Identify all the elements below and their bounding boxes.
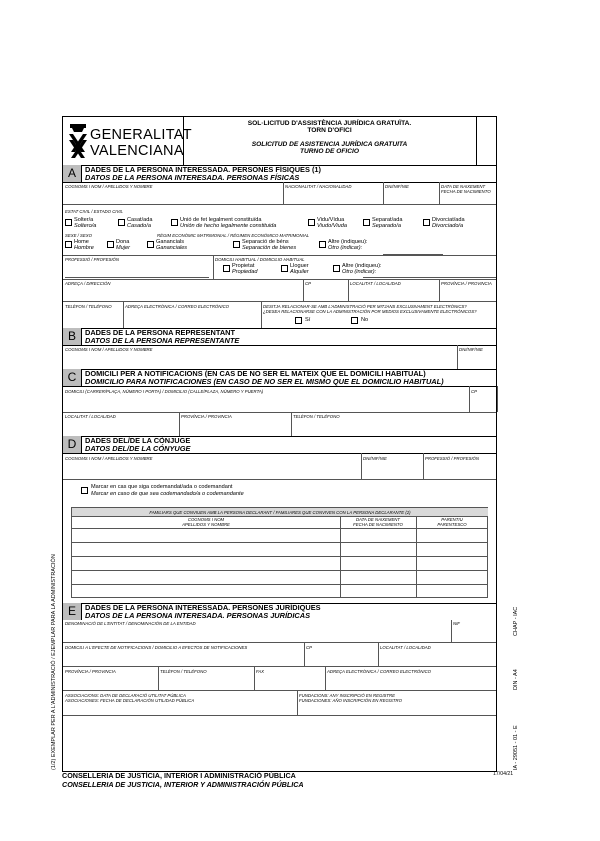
family-col-birth-es: FECHA DE NACIMIENTO xyxy=(353,522,403,527)
section-c-title-va: DOMICILI PER A NOTIFICACIONS (EN CAS DE NO SER EL MATEIX QUE EL DOMICILI HABITUAL) xyxy=(85,369,426,378)
logo-line1: GENERALITAT xyxy=(90,127,192,143)
family-col-birth: DATA DE NAIXEMENT xyxy=(355,517,401,522)
a-birth-label-es: FECHA DE NACIMIENTO xyxy=(441,189,491,194)
coat-of-arms-icon xyxy=(67,122,89,162)
civil-label-es-4: Separado/a xyxy=(372,223,401,229)
family-col-name-es: APELLIDOS Y NOMBRE xyxy=(182,522,230,527)
d-codemand-checkbox[interactable] xyxy=(81,487,88,494)
chap-code: CHAP - IAC xyxy=(513,606,519,636)
a-cp-label: CP xyxy=(305,281,311,286)
a-dwelling-label: DOMICILI HABITUAL / DOMICILIO HABITUAL xyxy=(215,257,305,262)
a-email-label: ADREÇA ELECTRÒNICA / CORREO ELECTRÓNICO xyxy=(125,304,230,309)
title-es-1: SOLICITUD DE ASISTENCIA JURÍDICA GRATUITA xyxy=(251,140,408,148)
a-dni-label: DNI/NIF/NIE xyxy=(385,184,409,189)
a-sex-label: SEXE / SEXO xyxy=(65,233,92,238)
title-va-2: TORN D'OFICI xyxy=(307,127,352,135)
e-nif-label: NIF xyxy=(453,621,460,626)
title-es-2: TURNO DE OFICIO xyxy=(300,147,359,155)
d-name-label: COGNOMS I NOM / APELLIDOS Y NOMBRE xyxy=(65,456,153,461)
section-e-letter: E xyxy=(63,603,82,620)
a-electronic-no-checkbox[interactable] xyxy=(351,317,358,324)
civil-label-3: Vidu/Vídua xyxy=(317,217,345,223)
e-fax-label: FAX xyxy=(256,669,265,674)
section-a-title-va: DADES DE LA PERSONA INTERESSADA. PERSONES FÍSIQUES (1) xyxy=(85,165,321,174)
sex-checkbox-0[interactable] xyxy=(65,241,72,248)
regime-label-es-1: Separación de bienes xyxy=(242,245,297,251)
dwelling-label-1: Lloguer xyxy=(290,263,309,269)
e-found-label: FUNDACIONS: ANY INSCRIPCIÓ EN REGISTRE xyxy=(299,693,395,698)
sex-label-es-1: Mujer xyxy=(116,245,130,251)
section-a-header xyxy=(63,165,496,182)
family-table xyxy=(71,507,488,598)
regime-label-es-0: Gananciales xyxy=(156,245,188,251)
regime-label-1: Separació de béns xyxy=(242,239,289,245)
e-cp-label: CP xyxy=(306,645,312,650)
civil-label-es-5: Divorciado/a xyxy=(432,223,464,229)
dwelling-label-2: Altre (indiqueu): xyxy=(342,263,382,269)
c-cp-label: CP xyxy=(471,389,477,394)
din-code: DIN - A4 xyxy=(513,669,519,690)
civil-checkbox-3[interactable] xyxy=(308,219,315,226)
e-found-label-es: FUNDACIONES: AÑO INSCRIPCIÓN EN REGISTRO xyxy=(299,698,402,703)
civil-label-es-1: Casado/a xyxy=(127,223,151,229)
regime-checkbox-1[interactable] xyxy=(233,241,240,248)
section-e-header xyxy=(63,603,496,620)
civil-label-5: Divorciat/ada xyxy=(432,217,465,223)
d-profession-label: PROFESSIÓ / PROFESIÓN xyxy=(425,456,479,461)
civil-label-0: Solter/a xyxy=(74,217,94,223)
dwelling-checkbox-2[interactable] xyxy=(333,265,340,272)
dwelling-checkbox-1[interactable] xyxy=(281,265,288,272)
a-address-label: ADREÇA / DIRECCIÓN xyxy=(65,281,111,286)
title-va-1: SOL·LICITUD D'ASSISTÈNCIA JURÍDICA GRATUÏTA. xyxy=(247,120,412,127)
section-c-title-es: DOMICILIO PARA NOTIFICACIONES (EN CASO DE NO SER EL MISMO QUE EL DOMICILIO HABITUAL) xyxy=(85,376,444,386)
section-b-letter: B xyxy=(63,328,82,345)
regime-checkbox-2[interactable] xyxy=(319,241,326,248)
logo xyxy=(65,119,192,165)
footer-date-code: 17/04/21 xyxy=(493,771,514,777)
section-c-header xyxy=(63,369,496,386)
family-col-rel: PARENTIU xyxy=(441,517,463,522)
family-col-name: COGNOMS I NOM xyxy=(187,517,225,522)
regime-label-es-2: Otro (indicar): xyxy=(328,245,363,251)
a-electronic-yes-checkbox[interactable] xyxy=(295,317,302,324)
a-birth-label: DATA DE NAIXEMENT xyxy=(441,184,486,189)
sex-label-1: Dona xyxy=(116,239,130,245)
c-locality-label: LOCALITAT / LOCALIDAD xyxy=(65,414,116,419)
copy-note: (1/2) EXEMPLAR PER A L'ADMINISTRACIÓ / EJEMPLAR PARA LA ADMINISTRACIÓN xyxy=(51,554,57,770)
family-header: FAMILIARS QUE CONVIUEN AMB LA PERSONA DECLARANT / FAMILIARES QUE CONVIVEN CON LA PERSONA DECLARANTE (2) xyxy=(149,509,411,515)
a-phone-label: TELÈFON / TELÉFONO xyxy=(65,304,112,309)
section-d-letter: D xyxy=(63,436,82,453)
section-d-title-va: DADES DEL/DE LA CÒNJUGE xyxy=(85,436,191,445)
dwelling-label-es-0: Propiedad xyxy=(232,269,258,275)
c-address-label: DOMICILI (CARRER/PLAÇA, NÚMERO I PORTA) / DOMICILIO (CALLE/PLAZA, NÚMERO Y PUERTA) xyxy=(65,389,264,394)
e-phone-label: TELÈFON / TELÉFONO xyxy=(160,669,207,674)
form-sheet xyxy=(62,116,497,772)
a-nationality-label: NACIONALITAT / NACIONALIDAD xyxy=(285,184,352,189)
footer-dept-es: CONSELLERIA DE JUSTICIA, INTERIOR Y ADMINISTRACIÓN PÚBLICA xyxy=(62,780,304,789)
civil-checkbox-4[interactable] xyxy=(363,219,370,226)
regime-label-2: Altre (indiqueu): xyxy=(328,239,368,245)
a-electronic-no-label: No xyxy=(361,317,369,323)
section-b-header xyxy=(63,328,496,345)
c-province-label: PROVÍNCIA / PROVINCIA xyxy=(181,414,232,419)
family-col-rel-es: PARENTESCO xyxy=(437,522,467,527)
civil-label-4: Separat/ada xyxy=(372,217,403,223)
a-locality-label: LOCALITAT / LOCALIDAD xyxy=(350,281,401,286)
regime-label-0: Ganancials xyxy=(156,239,184,245)
a-province-label: PROVÍNCIA / PROVINCIA xyxy=(441,281,492,286)
section-a-letter: A xyxy=(63,165,82,182)
a-electronic-label: DESITJA RELACIONAR-SE AMB L'ADMINISTRACIÓ PER MITJANS EXCLUSIVAMENT ELECTRÒNICS? xyxy=(263,304,467,309)
footer-dept-va: CONSELLERIA DE JUSTÍCIA, INTERIOR I ADMINISTRACIÓ PÚBLICA xyxy=(62,771,296,780)
a-regime-label: RÈGIM ECONÒMIC MATRIMONIAL / RÉGIMEN ECONÓMICO MATRIMONIAL xyxy=(157,233,310,238)
a-name-input[interactable] xyxy=(65,193,281,203)
sex-label-es-0: Hombre xyxy=(74,245,94,251)
e-address-label: DOMICILI A L'EFECTE DE NOTIFICACIONS / DOMICILIO A EFECTOS DE NOTIFICACIONES xyxy=(65,645,248,650)
sex-label-0: Home xyxy=(74,239,89,245)
e-entity-label: DENOMINACIÓ DE L'ENTITAT / DENOMINACIÓN DE LA ENTIDAD xyxy=(65,621,196,626)
d-codemand-label-es: Marcar en caso de que sea codemandado/a o codemandante xyxy=(91,491,244,497)
civil-label-1: Casat/ada xyxy=(127,217,153,223)
a-civil-label: ESTAT CIVIL / ESTADO CIVIL xyxy=(65,209,123,214)
d-codemand-label: Marcar en cas que siga codemandat/ada o codemandant xyxy=(91,484,233,490)
civil-checkbox-2[interactable] xyxy=(171,219,178,226)
dwelling-label-es-2: Otro (indicar): xyxy=(342,269,377,275)
section-a-title-es: DATOS DE LA PERSONA INTERESADA. PERSONAS FÍSICAS xyxy=(85,172,300,182)
section-e-title-es: DATOS DE LA PERSONA INTERESADA. PERSONAS JURÍDICAS xyxy=(85,610,311,620)
regime-checkbox-0[interactable] xyxy=(147,241,154,248)
b-dni-label: DNI/NIF/NIE xyxy=(459,347,483,352)
civil-label-es-2: Unión de hecho legalmente constituida xyxy=(180,223,277,229)
civil-label-es-3: Viudo/Viuda xyxy=(317,223,347,229)
form-ref: IA - 29051 - 01 - E xyxy=(513,725,519,770)
a-electronic-label-es: ¿DESEA RELACIONARSE CON LA ADMINISTRACIÓN POR MEDIOS EXCLUSIVAMENTE ELECTRÓNICOS? xyxy=(263,309,477,314)
e-locality-label: LOCALITAT / LOCALIDAD xyxy=(380,645,431,650)
a-name-label: COGNOMS I NOM / APELLIDOS Y NOMBRE xyxy=(65,184,153,189)
section-e-title-va: DADES DE LA PERSONA INTERESSADA. PERSONES JURÍDIQUES xyxy=(85,603,321,612)
b-name-label: COGNOMS I NOM / APELLIDOS Y NOMBRE xyxy=(65,347,153,352)
e-province-label: PROVÍNCIA / PROVINCIA xyxy=(65,669,116,674)
a-electronic-yes-label: Sí xyxy=(305,317,311,323)
civil-checkbox-0[interactable] xyxy=(65,219,72,226)
c-phone-label: TELÈFON / TELÉFONO xyxy=(293,414,340,419)
a-profession-label: PROFESSIÓ / PROFESIÓN xyxy=(65,257,119,262)
dwelling-label-es-1: Alquiler xyxy=(290,269,309,275)
dwelling-checkbox-0[interactable] xyxy=(223,265,230,272)
civil-label-es-0: Soltero/a xyxy=(74,223,97,229)
e-email-label: ADREÇA ELECTRÒNICA / CORREO ELECTRÓNICO xyxy=(327,669,432,674)
dwelling-label-0: Propietat xyxy=(232,263,255,269)
civil-label-2: Unió de fet legalment constituïda xyxy=(180,217,262,223)
section-d-header xyxy=(63,436,496,453)
civil-checkbox-1[interactable] xyxy=(118,219,125,226)
section-b-title-es: DATOS DE LA PERSONA REPRESENTANTE xyxy=(85,335,240,345)
logo-line2: VALENCIANA xyxy=(90,143,184,159)
civil-checkbox-5[interactable] xyxy=(423,219,430,226)
d-dni-label: DNI/NIF/NIE xyxy=(363,456,387,461)
e-assoc-label: ASSOCIACIONS: DATA DE DECLARACIÓ UTILITAT PÚBLICA xyxy=(65,693,186,698)
section-d-title-es: DATOS DEL/DE LA CÓNYUGE xyxy=(85,443,191,453)
e-assoc-label-es: ASOCIACIONES: FECHA DE DECLARACIÓN UTILIDAD PÚBLICA xyxy=(65,698,195,703)
section-c-letter: C xyxy=(63,369,82,386)
sex-checkbox-1[interactable] xyxy=(107,241,114,248)
section-b-title-va: DADES DE LA PERSONA REPRESENTANT xyxy=(85,328,236,337)
